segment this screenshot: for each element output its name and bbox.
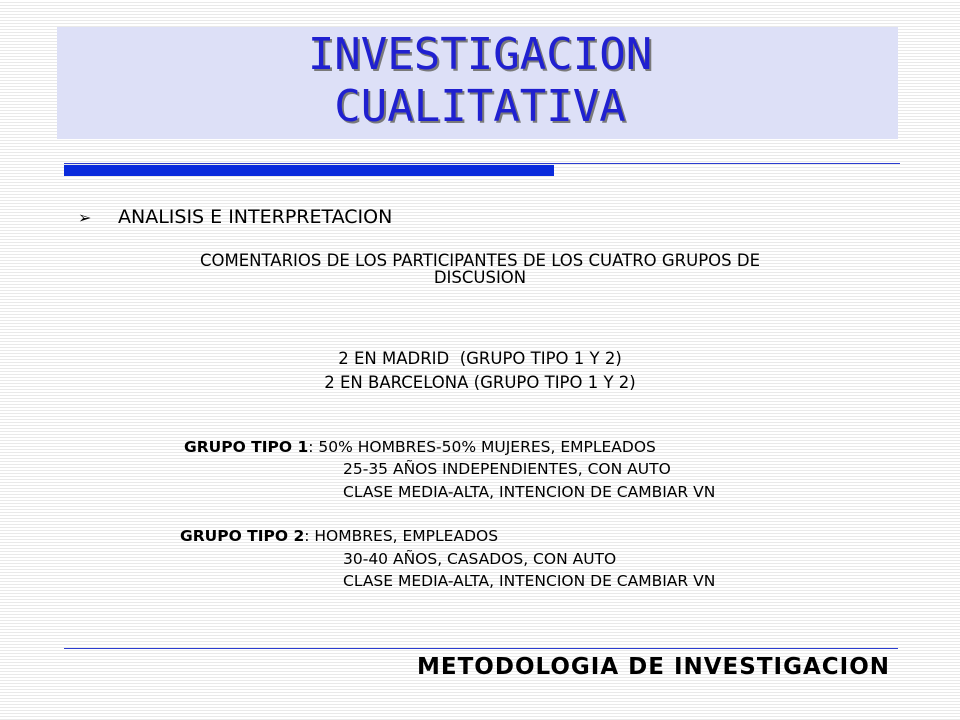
bullet-text: ANALISIS E INTERPRETACION xyxy=(118,206,393,228)
cities-block xyxy=(0,347,960,395)
comments-line-1: COMENTARIOS DE LOS PARTICIPANTES DE LOS CUATRO GRUPOS DE xyxy=(199,251,761,270)
group1-line-1 xyxy=(184,437,656,458)
slide-title xyxy=(0,29,960,133)
city-barcelona: 2 EN BARCELONA (GRUPO TIPO 1 Y 2) xyxy=(324,373,636,392)
comments-line-2: DISCUSION xyxy=(433,268,527,287)
bullet-item xyxy=(78,206,392,229)
footer-title: METODOLOGIA DE INVESTIGACION xyxy=(417,654,890,680)
group1-label: GRUPO TIPO 1 xyxy=(184,438,309,456)
group2-line-1 xyxy=(180,526,498,547)
title-line-1: INVESTIGACION xyxy=(307,29,653,80)
arrow-bullet-icon: ➢ xyxy=(78,208,92,227)
group1-desc-1: : 50% HOMBRES-50% MUJERES, EMPLEADOS xyxy=(308,438,656,456)
group2-desc-2: 30-40 AÑOS, CASADOS, CON AUTO xyxy=(343,550,617,568)
title-line-2: CUALITATIVA xyxy=(334,81,626,132)
comments-block xyxy=(0,252,960,286)
group2-desc-1: : HOMBRES, EMPLEADOS xyxy=(304,527,499,545)
divider-thin xyxy=(64,163,900,164)
group2-label: GRUPO TIPO 2 xyxy=(180,527,305,545)
divider-thick xyxy=(64,165,554,176)
group1-desc-2: 25-35 AÑOS INDEPENDIENTES, CON AUTO xyxy=(343,460,671,478)
footer-divider xyxy=(64,648,898,649)
city-madrid: 2 EN MADRID (GRUPO TIPO 1 Y 2) xyxy=(338,349,622,368)
group1-desc-3: CLASE MEDIA-ALTA, INTENCION DE CAMBIAR VN xyxy=(343,483,716,501)
group2-desc-3: CLASE MEDIA-ALTA, INTENCION DE CAMBIAR VN xyxy=(343,572,716,590)
